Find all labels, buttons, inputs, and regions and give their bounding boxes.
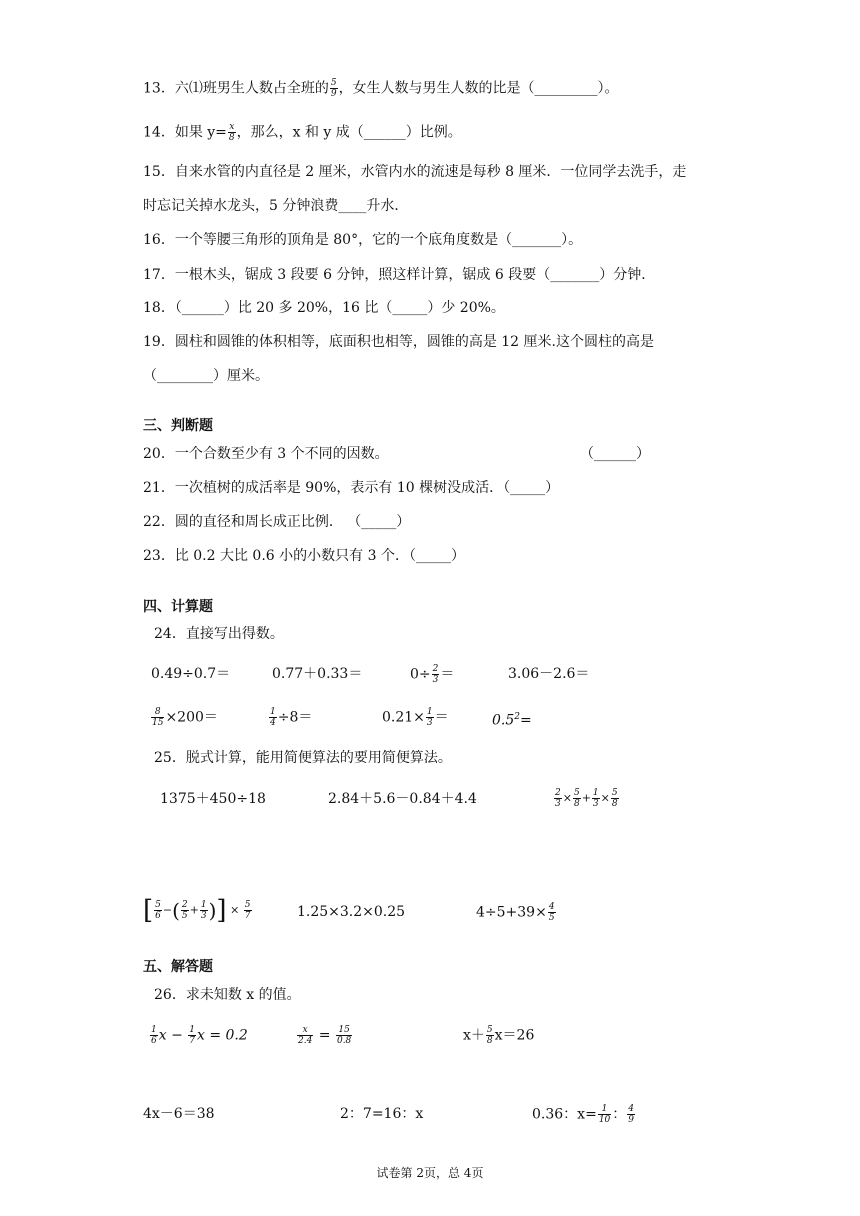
q26-item-c: x＋ $\frac{5}{8}$ x＝26 <box>463 1025 535 1046</box>
q24-g-fraction: $\frac{1}{3}$ <box>426 707 433 728</box>
question-14 <box>143 122 462 143</box>
q24-item-c: 0÷ $\frac{2}{3}$ ＝ <box>410 664 455 685</box>
q14-text-pre: 14．如果 y= <box>143 124 227 141</box>
question-20: 20．一个合数至少有 3 个不同的因数。 <box>143 446 389 462</box>
q26-item-a: $\frac{1}{6}$ x − $\frac{1}{7}$ x = 0.2 <box>151 1025 248 1046</box>
question-16: 16．一个等腰三角形的顶角是 80°，它的一个底角度数是（_______）。 <box>143 232 583 248</box>
q25-item-e: 1.25×3.2×0.25 <box>297 904 406 920</box>
question-19-line-1: 19．圆柱和圆锥的体积相等，底面积也相等，圆锥的高是 12 厘米.这个圆柱的高是 <box>143 334 654 350</box>
q25-item-a: 1375＋450÷18 <box>160 791 266 807</box>
question-19-line-2: （________）厘米。 <box>143 368 269 384</box>
q13-text-pre: 13．六⑴班男生人数占全班的 <box>143 80 329 97</box>
question-22: 22．圆的直径和周长成正比例． （_____） <box>143 514 411 530</box>
section-3-title: 三、判断题 <box>143 418 213 434</box>
q24-item-g: 0.21× $\frac{1}{3}$ ＝ <box>382 707 449 728</box>
question-15-line-2: 时忘记关掉水龙头，5 分钟浪费____升水． <box>143 198 409 214</box>
q25-item-b: 2.84＋5.6－0.84＋4.4 <box>328 791 477 807</box>
question-24: 24．直接写出得数。 <box>154 626 284 642</box>
q24-item-a: 0.49÷0.7＝ <box>151 666 231 682</box>
q24-e-fraction: $\frac{8}{15}$ <box>152 707 164 728</box>
q24-c-fraction: $\frac{2}{3}$ <box>432 664 439 685</box>
page-footer: 试卷第 2页，总 4页 <box>376 1166 484 1180</box>
question-18: 18．（______）比 20 多 20%，16 比（_____）少 20%。 <box>143 300 505 316</box>
question-26: 26．求未知数 x 的值。 <box>154 987 301 1003</box>
question-15-line-1: 15．自来水管的内直径是 2 厘米，水管内水的流速是每秒 8 厘米．一位同学去洗手，走 <box>143 164 687 180</box>
question-23: 23．比 0.2 大比 0.6 小的小数只有 3 个．（_____） <box>143 548 465 564</box>
q24-item-f: $\frac{1}{4}$ ÷8＝ <box>270 707 313 728</box>
q24-item-h: $0.5^2=$ <box>492 712 532 729</box>
question-20-answer-blank: （______） <box>580 446 650 462</box>
question-21: 21．一次植树的成活率是 90%，表示有 10 棵树没成活．（_____） <box>143 480 560 496</box>
q14-text-post: ，那么，x 和 y 成（______）比例。 <box>236 124 462 141</box>
q14-fraction: $\frac{x}{8}$ <box>228 122 235 143</box>
q13-text-post: ，女生人数与男生人数的比是（_________）。 <box>338 80 619 97</box>
q26-item-b: $\frac{x}{2.4}$ = $\frac{15}{0.8}$ <box>298 1025 352 1046</box>
q13-fraction: $\frac{5}{9}$ <box>330 78 337 99</box>
q26-item-f: 0.36：x= $\frac{1}{10}$ ： $\frac{4}{9}$ <box>532 1104 634 1125</box>
section-4-title: 四、计算题 <box>143 599 213 615</box>
q25-item-c: $\frac{2}{3}$ × $\frac{5}{8}$ + $\frac{1}{3}$ × $\frac{5}{8}$ <box>555 788 618 809</box>
q24-f-fraction: $\frac{1}{4}$ <box>270 707 276 728</box>
q24-item-e: $\frac{8}{15}$ ×200＝ <box>152 707 218 728</box>
question-13 <box>143 78 619 99</box>
q25-item-f: 4÷5+39× $\frac{4}{5}$ <box>476 902 555 923</box>
q26-item-d: 4x－6＝38 <box>143 1106 215 1122</box>
question-17: 17．一根木头，锯成 3 段要 6 分钟，照这样计算，锯成 6 段要（_______）分钟． <box>143 267 656 283</box>
q26-item-e: 2：7=16：x <box>340 1106 424 1122</box>
q24-item-d: 3.06－2.6＝ <box>508 666 590 682</box>
q25-item-d: [ $\frac{5}{6}$ −( $\frac{2}{5}$ + $\frac{1}{3}$ )] × $\frac{5}{7}$ <box>143 895 251 926</box>
question-25: 25．脱式计算，能用简便算法的要用简便算法。 <box>154 750 452 766</box>
section-5-title: 五、解答题 <box>143 959 213 975</box>
q24-item-b: 0.77＋0.33＝ <box>272 666 363 682</box>
